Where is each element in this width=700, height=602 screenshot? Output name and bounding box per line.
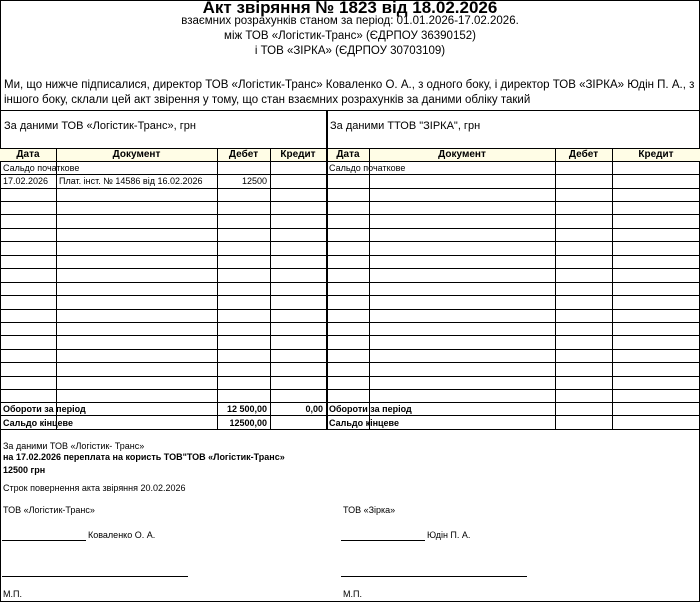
right-header-credit: Кредит <box>638 149 674 160</box>
left-header-document: Документ <box>112 149 161 160</box>
right-stamp-label: М.П. <box>343 589 362 599</box>
right-header-date: Дата <box>336 149 360 160</box>
left-signature-company: ТОВ «Логістик-Транс» <box>3 505 95 515</box>
left-row1-debit: 12500 <box>241 176 267 186</box>
grid-row-line <box>0 295 700 296</box>
left-signatory-name: Коваленко О. А. <box>88 530 156 540</box>
grid-col-line <box>270 148 271 429</box>
table-top-border <box>0 110 700 111</box>
right-opening-balance-label: Сальдо початкове <box>329 163 406 173</box>
left-opening-balance-label: Сальдо початкове <box>3 163 80 173</box>
right-signature-company: ТОВ «Зірка» <box>343 505 396 515</box>
left-header-date: Дата <box>16 149 40 160</box>
intro-paragraph: Ми, що нижче підписалися, директор ТОВ «Логістик-Транс» Коваленко О. А., з одного боку, і директор ТОВ «ЗІРКА» Юдін П. А., з іншого боку, склали цей акт звірення у тому, що стан взаємних розрахунків за даними обліку такий <box>4 79 695 106</box>
left-turnover-label: Обороти за період <box>3 404 86 414</box>
grid-col-line <box>612 148 613 429</box>
grid-col-line <box>369 148 370 429</box>
grid-row-line <box>0 415 700 416</box>
grid-row-line <box>0 228 700 229</box>
grid-row-line <box>0 268 700 269</box>
summary-line1: За даними ТОВ «Логістик- Транс» <box>3 441 145 451</box>
left-turnover-credit: 0,00 <box>305 404 323 414</box>
grid-row-line <box>0 429 700 430</box>
subtitle-party-a: між ТОВ «Логістик-Транс» (ЄДРПОУ 36390152) <box>224 30 476 42</box>
document-title: Акт звіряння № 1823 від 18.02.2026 <box>202 0 498 17</box>
grid-row-line <box>0 255 700 256</box>
grid-row-line <box>0 335 700 336</box>
grid-row-line <box>0 389 700 390</box>
left-stamp-label: М.П. <box>3 589 22 599</box>
grid-row-line <box>0 322 700 323</box>
grid-row-line <box>0 241 700 242</box>
left-row1-document: Плат. інст. № 14586 від 16.02.2026 <box>59 176 203 186</box>
grid-col-line <box>56 148 57 429</box>
right-table-caption: За даними ТТОВ "ЗІРКА", грн <box>330 120 481 132</box>
grid-row-line <box>0 201 700 202</box>
right-stamp-line <box>341 576 527 577</box>
left-closing-label: Сальдо кінцеве <box>3 418 73 428</box>
right-signature-line <box>341 540 425 541</box>
grid-row-line <box>0 161 700 162</box>
left-header-credit: Кредит <box>280 149 316 160</box>
left-table-caption: За даними ТОВ «Логістик-Транс», грн <box>4 120 196 132</box>
left-signature-line <box>2 540 86 541</box>
grid-row-line <box>0 402 700 403</box>
left-row1-date: 17.02.2026 <box>3 176 49 186</box>
grid-row-line <box>0 309 700 310</box>
right-signatory-name: Юдін П. А. <box>427 530 471 540</box>
grid-row-line <box>0 188 700 189</box>
summary-line2: на 17.02.2026 переплата на користь ТОВ"ТОВ «Логістик-Транс» <box>3 452 285 462</box>
right-turnover-label: Обороти за період <box>329 404 412 414</box>
left-header-debit: Дебет <box>228 149 259 160</box>
grid-row-line <box>0 282 700 283</box>
left-turnover-debit: 12 500,00 <box>226 404 267 414</box>
grid-col-line <box>555 148 556 429</box>
right-header-debit: Дебет <box>568 149 599 160</box>
grid-row-line <box>0 214 700 215</box>
summary-amount: 12500 грн <box>3 465 46 475</box>
grid-row-line <box>0 174 700 175</box>
subtitle-party-b: і ТОВ «ЗІРКА» (ЄДРПОУ 30703109) <box>254 45 446 57</box>
grid-row-line <box>0 362 700 363</box>
left-closing-debit: 12500,00 <box>229 418 267 428</box>
right-closing-label: Сальдо кінцеве <box>329 418 399 428</box>
grid-col-line <box>217 148 218 429</box>
grid-row-line <box>0 349 700 350</box>
grid-row-line <box>0 376 700 377</box>
right-header-document: Документ <box>438 149 486 160</box>
left-stamp-line <box>2 576 188 577</box>
subtitle-period: взаємних розрахунків станом за період: 01.01.2026-17.02.2026. <box>181 15 519 27</box>
return-deadline: Строк повернення акта звіряння 20.02.2026 <box>3 483 186 493</box>
